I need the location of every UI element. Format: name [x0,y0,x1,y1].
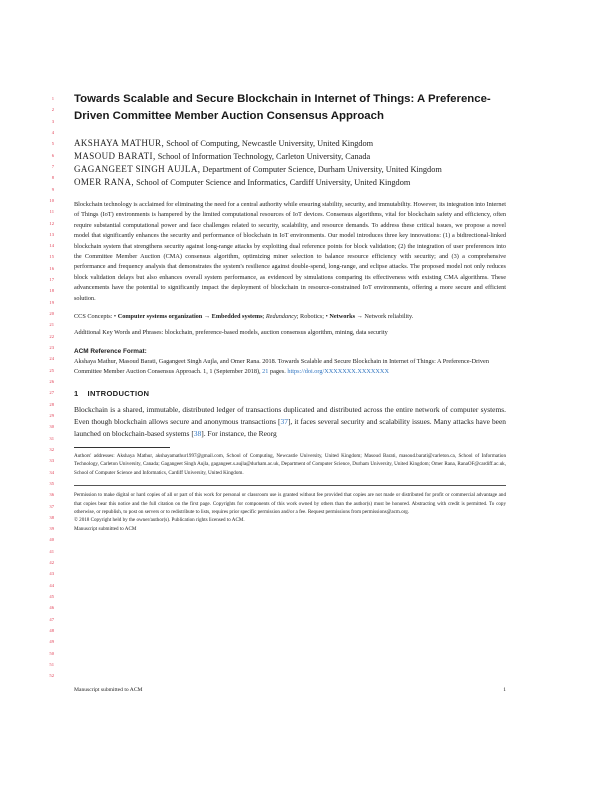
doi-link[interactable]: https://doi.org/XXXXXXX.XXXXXXX [287,368,389,376]
permission-divider [74,485,506,486]
line-number: 33 [49,458,54,464]
keywords: Additional Key Words and Phrases: blockchain, preference-based models, auction consensus algorithm, mining, data security [74,329,388,337]
line-number: 7 [51,163,54,169]
line-number: 51 [49,662,54,667]
line-number: 39 [49,526,54,532]
line-number: 46 [49,605,54,611]
author-affiliation: Department of Computer Science, Durham University, United Kingdom [202,165,442,174]
ccs-concept: Network reliability. [364,313,414,321]
line-number: 31 [49,435,54,441]
line-number: 15 [49,254,54,260]
abstract: Blockchain technology is acclaimed for eliminating the need for a central authority while ensuring stability, security, and immutability. However, its integration into Internet of Things (IoT) environments is hampered by the limited computational resources of IoT devices. Consensus algorithms, vital for blockchain safety and efficiency, often require substantial computational power and face challenges related to security, scalability, and resource demands. To address these critical issues, we propose a novel model that significantly enhances the security and performance of blockchain in IoT environments. Our model introduces three key innovations: (1) a bidirectional-linked blockchain system that strengthens security against long-range attacks by exploiting dual reference points for block validation; (2) the integration of user preferences into the Committee Member Auction (CMA) consensus algorithm, optimizing miner selection to balance resource efficiency with security; and (3) a comprehensive performance and frequency analysis that demonstrates the system's resilience against double-spend, long-range, and eclipse attacks. The proposed model not only reduces block validation delays but also enhances overall system performance, as evidenced by simulations comparing its effectiveness with existing CMA algorithms. These advancements have the potential to significantly impact the deployment of blockchain in resource-constrained IoT environments, offering a more secure and efficient solution. [74,201,506,302]
ccs-concept: Embedded systems [211,313,263,321]
reference-pages-suffix: pages. [268,368,288,376]
line-number: 12 [49,220,54,226]
ccs-concept: Networks [329,313,356,321]
line-number: 30 [49,424,54,430]
line-number: 14 [49,243,54,249]
manuscript-note: Manuscript submitted to ACM [74,525,137,532]
line-number: 18 [49,288,54,294]
ccs-prefix: CCS Concepts: • [74,313,118,321]
copyright-notice: © 2018 Copyright held by the owner/author(s). Publication rights licensed to ACM. [74,517,245,524]
line-number: 26 [49,379,54,384]
footnote-divider [74,447,170,448]
line-number: 41 [49,548,54,554]
line-number: 24 [49,356,54,362]
section-heading [74,388,506,400]
intro-paragraph [74,404,506,440]
line-number: 2 [51,107,54,113]
paper-title: Towards Scalable and Secure Blockchain in Internet of Things: A Preference-Driven Committee Member Auction Consensus Approach [74,93,491,122]
line-number: 49 [49,639,54,645]
line-number: 40 [49,537,54,543]
ccs-arrow: → [355,313,365,321]
ccs-concept: Redundancy [265,313,297,321]
author-affiliation: School of Information Technology, Carleton University, Canada [157,152,371,161]
line-number: 37 [49,503,54,509]
line-number: 3 [51,118,54,124]
page-content [74,91,506,533]
line-number: 21 [49,322,54,328]
reference-volume: 1, 1 (September 2018), [203,368,263,376]
citation-link[interactable]: 37 [280,416,288,426]
author-name: GAGANGEET SINGH AUJLA, [74,164,201,174]
ccs-arrow: → [202,313,212,321]
ccs-concepts [74,312,506,322]
line-number: 32 [49,446,54,452]
line-number: 45 [49,594,54,600]
author-name: OMER RANA, [74,177,135,187]
author-affiliation: School of Computing, Newcastle University, United Kingdom [166,139,374,148]
line-number: 9 [51,186,54,192]
line-number: 47 [49,616,54,622]
line-number: 20 [49,311,54,317]
line-number: 52 [49,673,54,679]
line-number: 29 [49,412,54,418]
ccs-separator: ; [262,313,266,321]
line-number: 11 [49,209,54,215]
line-number: 10 [49,197,54,203]
line-number: 13 [49,231,54,237]
author-entry [74,163,506,176]
section-number: 1 [74,388,79,398]
permission-notice: Permission to make digital or hard copies of all or part of this work for personal or classroom use is granted without fee provided that copies are not made or distributed for profit or commercial advantage and that copies bear this notice and the full citation on the first page. Copyrights for components of this work owned by others than the author(s) must be honored. Abstracting with credit is permitted. To copy otherwise, or republish, to post on servers or to redistribute to lists, requires prior specific permission and/or a fee. Request permissions from permissions@acm.org. [74,492,506,515]
line-number: 4 [51,129,54,135]
page-number: 1 [503,687,506,693]
line-number: 5 [51,141,54,147]
line-number: 38 [49,514,54,520]
author-addresses: Authors' addresses: Akshaya Mathur, akshayamathur1997@gmail.com, School of Computing, Newcastle University, United Kingdom; Masoud Barati, masoud.barati@carleton.ca, School of Information Technology, Carleton University, Canada; Gagangeet Singh Aujla, gagangeet.s.aujla@durham.ac.uk, Department of Computer Science, Durham University, United Kingdom; Omer Rana, RanaOF@cardiff.ac.uk, School of Computer Science and Informatics, Cardiff University, United Kingdom. [74,452,506,476]
reference-pages-link[interactable]: 21 [262,368,269,376]
reference-format [74,357,506,378]
line-number: 17 [49,277,54,283]
ccs-concept: Computer systems organization [117,313,203,321]
line-number: 8 [51,175,54,181]
line-number: 22 [49,333,54,339]
line-number: 1 [51,96,54,101]
ccs-separator: ; Robotics; • [296,313,330,321]
author-affiliation: School of Computer Science and Informatics, Cardiff University, United Kingdom [136,178,411,187]
author-entry [74,137,506,150]
line-number: 23 [49,345,54,351]
line-number: 27 [49,390,54,396]
line-number: 35 [49,480,54,486]
citation-link[interactable]: 38 [193,428,202,438]
line-number: 34 [49,469,54,475]
line-number: 48 [49,628,54,634]
line-number: 6 [51,152,54,158]
line-number: 43 [49,571,54,577]
line-number: 50 [49,650,54,656]
reference-text: Akshaya Mathur, Masoud Barati, Gagangeet Singh Aujla, and Omer Rana. 2018. Towards Scalable and Secure Blockchain in Internet of Things: A Preference-Driven Committee Member Auction Consensus Approach. [74,357,489,376]
line-number: 25 [49,367,54,373]
author-name: AKSHAYA MATHUR, [74,138,165,148]
intro-text: Blockchain is a shared, immutable, distributed ledger of transactions duplicated and distributed across the entire network of computer systems. Even though blockchain allows secure and anonymous transactions [ [74,404,506,426]
reference-format-heading: ACM Reference Format: [74,347,147,355]
author-list [74,137,506,189]
line-number: 28 [49,401,54,407]
author-entry [74,150,506,163]
section-title: INTRODUCTION [87,388,150,398]
footer-journal: Manuscript submitted to ACM [74,687,143,693]
intro-text: ]. For instance, the Reorg [201,428,277,438]
line-number: 42 [49,560,54,566]
line-number: 44 [49,582,54,588]
line-number: 19 [49,299,54,305]
author-name: MASOUD BARATI, [74,151,156,161]
intro-text: ], it faces several security and scalability issues. Many attacks have been launched on blockchain-based systems [ [74,416,506,438]
line-number: 36 [49,492,54,498]
line-number: 16 [49,265,54,271]
author-entry [74,176,506,189]
